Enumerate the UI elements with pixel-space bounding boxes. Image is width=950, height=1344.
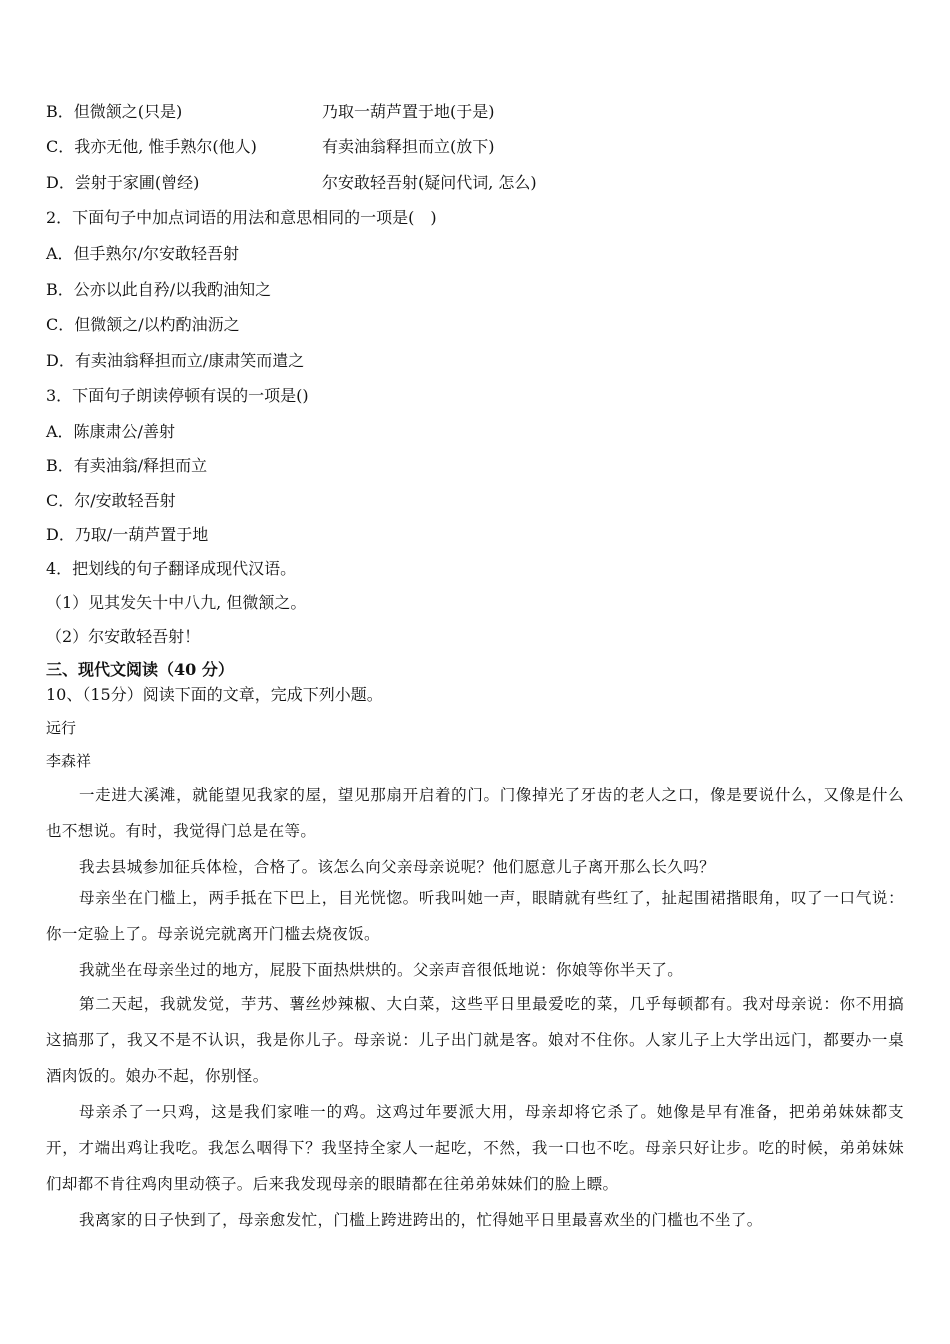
q1-option-c <box>46 136 495 158</box>
q3-option-a: A．陈康肃公/善射 <box>46 422 175 441</box>
q4-item-1: （1）见其发矢十中八九, 但微颔之。 <box>46 593 307 612</box>
article-paragraph-2: 我去县城参加征兵体检，合格了。该怎么向父亲母亲说呢？他们愿意儿子离开那么长久吗？ <box>79 858 716 876</box>
q4-item-2: （2）尔安敢轻吾射！ <box>46 627 201 646</box>
q2-option-b: B．公亦以此自矜/以我酌油知之 <box>46 280 272 299</box>
article-paragraph-6: 母亲杀了一只鸡，这是我们家唯一的鸡。这鸡过年要派大用，母亲却将它杀了。她像是早有准备，把弟弟妹妹都支开，才端出鸡让我吃。我怎么咽得下？我坚持全家人一起吃，不然，我一口也不吃。母亲只好让步。吃的时候，弟弟妹妹们却都不肯往鸡肉里动筷子。后来我发现母亲的眼睛都在往弟弟妹妹们的脸上瞟。 <box>46 1103 904 1193</box>
q1-option-c-right: 有卖油翁释担而立(放下) <box>322 137 495 156</box>
q1-option-d-left: D．尝射于家圃(曾经) <box>46 173 200 192</box>
q2-stem: 2．下面句子中加点词语的用法和意思相同的一项是( ) <box>46 208 437 227</box>
article-paragraph-7: 我离家的日子快到了，母亲愈发忙，门槛上跨进跨出的，忙得她平日里最喜欢坐的门槛也不坐了。 <box>79 1211 763 1229</box>
article-title: 远行 <box>46 719 77 737</box>
q2-option-d: D．有卖油翁释担而立/康肃笑而遣之 <box>46 351 305 370</box>
q1-option-d <box>46 172 537 194</box>
q3-option-b: B．有卖油翁/释担而立 <box>46 456 208 475</box>
q3-stem: 3．下面句子朗读停顿有误的一项是() <box>46 386 309 405</box>
article-paragraph-5: 第二天起，我就发觉，芋艿、薯丝炒辣椒、大白菜，这些平日里最爱吃的菜，几乎每顿都有。我对母亲说：你不用搞这搞那了，我又不是不认识，我是你儿子。母亲说：儿子出门就是客。娘对不住你。人家儿子上大学出远门，都要办一桌酒肉饭的。娘办不起，你别怪。 <box>46 995 904 1085</box>
q1-option-c-left: C．我亦无他, 惟手熟尔(他人) <box>46 137 257 156</box>
section-question: 10、（15分）阅读下面的文章，完成下列小题。 <box>46 685 383 704</box>
section-title: 三、现代文阅读（40 分） <box>46 660 234 679</box>
q2-option-a: A．但手熟尔/尔安敢轻吾射 <box>46 244 239 263</box>
q4-stem: 4．把划线的句子翻译成现代汉语。 <box>46 559 297 578</box>
q1-option-b-left: B．但微颔之(只是) <box>46 102 183 121</box>
q2-option-c: C．但微颔之/以杓酌油沥之 <box>46 315 240 334</box>
article-author: 李森祥 <box>46 752 92 770</box>
q3-option-d: D．乃取/一葫芦置于地 <box>46 525 209 544</box>
article-paragraph-1: 一走进大溪滩，就能望见我家的屋，望见那扇开启着的门。门像掉光了牙齿的老人之口，像是要说什么，又像是什么也不想说。有时，我觉得门总是在等。 <box>46 786 904 840</box>
q1-option-b <box>46 101 495 123</box>
q1-option-b-right: 乃取一葫芦置于地(于是) <box>322 102 495 121</box>
article-paragraph-4: 我就坐在母亲坐过的地方，屁股下面热烘烘的。父亲声音很低地说：你娘等你半天了。 <box>79 961 684 979</box>
q1-option-d-right: 尔安敢轻吾射(疑问代词, 怎么) <box>322 173 537 192</box>
q3-option-c: C．尔/安敢轻吾射 <box>46 491 176 510</box>
article-paragraph-3: 母亲坐在门槛上，两手抵在下巴上，目光恍惚。听我叫她一声，眼睛就有些红了，扯起围裙揩眼角，叹了一口气说：你一定验上了。母亲说完就离开门槛去烧夜饭。 <box>46 889 904 943</box>
